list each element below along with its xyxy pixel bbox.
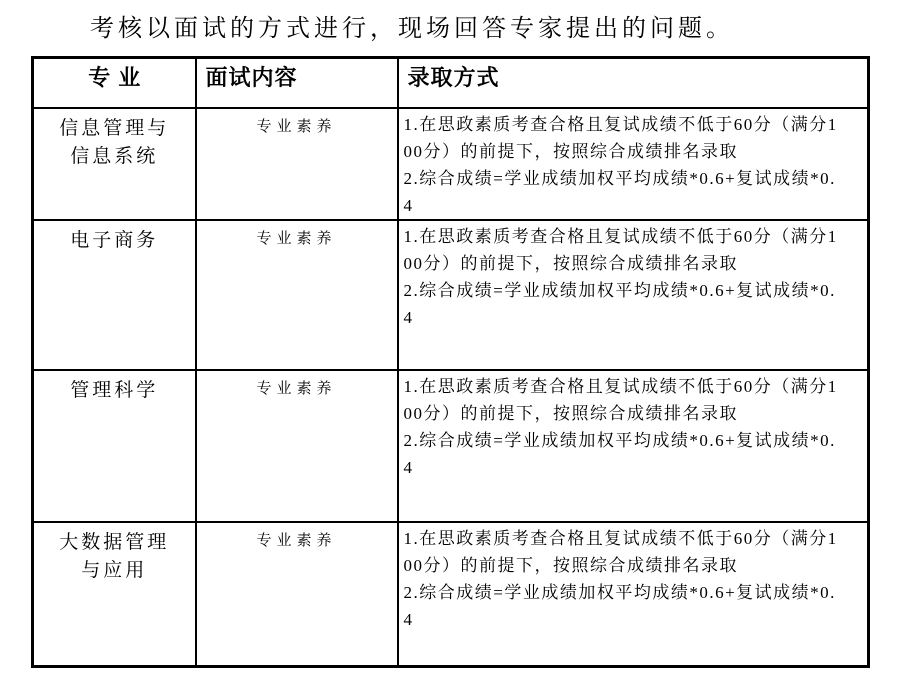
admission-line: 4 bbox=[403, 609, 414, 629]
admission-method-cell bbox=[398, 370, 869, 522]
header-interview-content: 面试内容 bbox=[196, 58, 398, 108]
admission-line: 4 bbox=[403, 195, 414, 215]
table-row bbox=[33, 522, 869, 667]
admission-line: 4 bbox=[403, 307, 414, 327]
admission-line: 00分）的前提下，按照综合成绩排名录取 bbox=[403, 141, 738, 161]
major-line: 信息系统 bbox=[70, 145, 159, 167]
interview-content-cell bbox=[196, 108, 398, 220]
major-cell bbox=[33, 220, 196, 370]
table-row bbox=[33, 108, 869, 220]
admission-line: 1.在思政素质考查合格且复试成绩不低于60分（满分1 bbox=[403, 376, 838, 396]
table-row bbox=[33, 370, 869, 522]
admission-line: 2.综合成绩=学业成绩加权平均成绩*0.6+复试成绩*0. bbox=[403, 430, 836, 450]
major-line: 电子商务 bbox=[70, 229, 159, 251]
interview-content-text: 专业素养 bbox=[256, 532, 337, 549]
admission-line: 00分）的前提下，按照综合成绩排名录取 bbox=[403, 403, 738, 423]
admission-method-cell bbox=[398, 522, 869, 667]
major-cell bbox=[33, 370, 196, 522]
major-line: 管理科学 bbox=[70, 379, 159, 401]
interview-content-text: 专业素养 bbox=[256, 118, 337, 135]
admission-line: 2.综合成绩=学业成绩加权平均成绩*0.6+复试成绩*0. bbox=[403, 280, 836, 300]
interview-content-cell bbox=[196, 522, 398, 667]
major-line: 大数据管理 bbox=[59, 531, 170, 553]
intro-paragraph: 考核以面试的方式进行，现场回答专家提出的问题。 bbox=[90, 16, 734, 42]
major-cell bbox=[33, 522, 196, 667]
admission-line: 2.综合成绩=学业成绩加权平均成绩*0.6+复试成绩*0. bbox=[403, 582, 836, 602]
major-line: 信息管理与 bbox=[59, 117, 170, 139]
admission-method-table bbox=[31, 56, 870, 668]
table-header-row bbox=[33, 58, 869, 108]
admission-method-cell bbox=[398, 108, 869, 220]
interview-content-text: 专业素养 bbox=[256, 230, 337, 247]
interview-content-text: 专业素养 bbox=[256, 380, 337, 397]
admission-line: 00分）的前提下，按照综合成绩排名录取 bbox=[403, 555, 738, 575]
admission-line: 4 bbox=[403, 457, 414, 477]
admission-line: 00分）的前提下，按照综合成绩排名录取 bbox=[403, 253, 738, 273]
admission-line: 1.在思政素质考查合格且复试成绩不低于60分（满分1 bbox=[403, 528, 838, 548]
admission-line: 1.在思政素质考查合格且复试成绩不低于60分（满分1 bbox=[403, 226, 838, 246]
admission-method-cell bbox=[398, 220, 869, 370]
interview-content-cell bbox=[196, 370, 398, 522]
admission-line: 1.在思政素质考查合格且复试成绩不低于60分（满分1 bbox=[403, 114, 838, 134]
table-row bbox=[33, 220, 869, 370]
major-cell bbox=[33, 108, 196, 220]
interview-content-cell bbox=[196, 220, 398, 370]
admission-line: 2.综合成绩=学业成绩加权平均成绩*0.6+复试成绩*0. bbox=[403, 168, 836, 188]
major-line: 与应用 bbox=[81, 559, 148, 581]
header-major: 专业 bbox=[33, 58, 196, 108]
header-admission-method: 录取方式 bbox=[398, 58, 869, 108]
